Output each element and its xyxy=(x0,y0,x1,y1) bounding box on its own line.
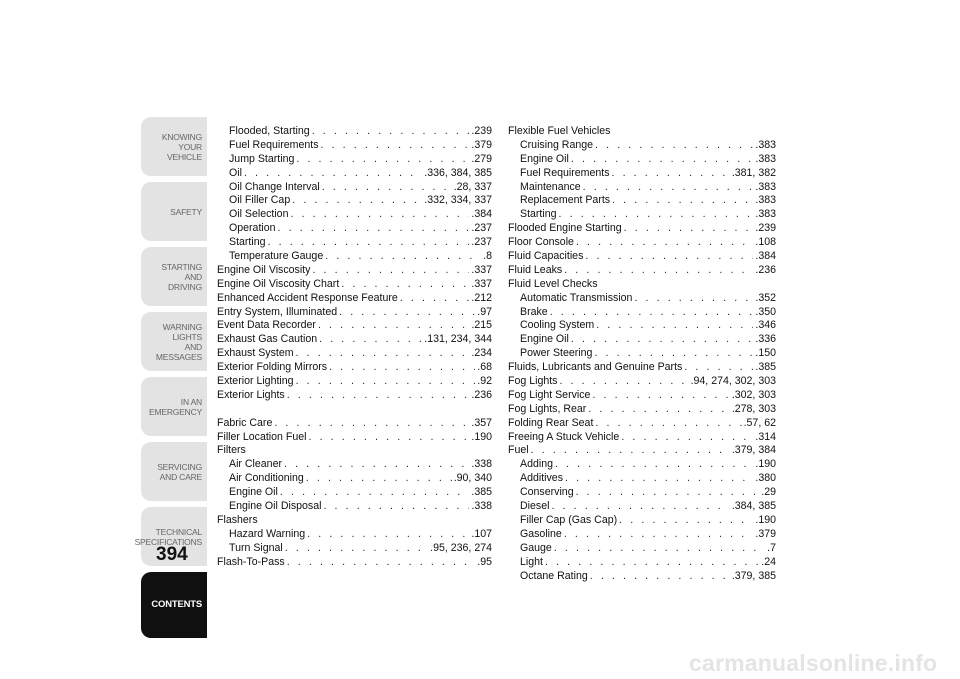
entry-term: Exhaust System xyxy=(217,347,294,360)
entry-page-ref[interactable]: .57, 62 xyxy=(743,416,776,429)
dot-leader xyxy=(312,125,470,137)
dot-leader xyxy=(571,153,753,165)
entry-page-ref[interactable]: .379, 385 xyxy=(731,569,776,582)
entry-page-ref[interactable]: .90, 340 xyxy=(453,472,492,485)
entry-page-ref[interactable]: .236 xyxy=(755,263,776,276)
index-entry[interactable] xyxy=(217,292,492,306)
entry-term: Floor Console xyxy=(508,236,574,249)
entry-page-ref[interactable]: .385 xyxy=(471,486,492,499)
entry-page-ref[interactable]: .338 xyxy=(471,458,492,471)
entry-page-ref[interactable]: .7 xyxy=(767,541,776,554)
entry-term: Temperature Gauge xyxy=(229,250,324,263)
index-entry[interactable] xyxy=(217,375,492,389)
index-subentry[interactable] xyxy=(508,542,776,556)
dot-leader xyxy=(341,278,469,290)
dot-leader xyxy=(287,389,470,401)
index-subentry[interactable] xyxy=(217,181,492,195)
entry-page-ref[interactable]: .383 xyxy=(755,208,776,221)
dot-leader xyxy=(588,403,729,415)
entry-page-ref[interactable]: .236 xyxy=(471,388,492,401)
dot-leader xyxy=(571,333,753,345)
index-subentry[interactable] xyxy=(508,139,776,153)
entry-term: Air Conditioning xyxy=(229,472,304,485)
index-entry[interactable] xyxy=(217,333,492,347)
dot-leader xyxy=(612,167,730,179)
dot-leader xyxy=(400,292,470,304)
dot-leader xyxy=(312,264,469,276)
entry-page-ref[interactable]: .278, 303 xyxy=(731,402,776,415)
entry-page-ref[interactable]: .279 xyxy=(471,152,492,165)
index-subentry[interactable] xyxy=(508,514,776,528)
entry-term: Octane Rating xyxy=(520,569,588,582)
dot-leader xyxy=(325,250,481,262)
index-subentry[interactable] xyxy=(508,472,776,486)
tab-label: KNOWING YOUR VEHICLE xyxy=(161,131,202,162)
entry-page-ref[interactable]: .383 xyxy=(755,194,776,207)
entry-page-ref[interactable]: .108 xyxy=(755,236,776,249)
index-column-right xyxy=(508,125,776,583)
dot-leader xyxy=(596,319,753,331)
dot-leader xyxy=(594,347,753,359)
entry-term: Fog Lights, Rear xyxy=(508,402,587,415)
entry-term: Oil xyxy=(229,166,242,179)
index-subentry[interactable] xyxy=(217,222,492,236)
dot-leader xyxy=(274,417,469,429)
dot-leader xyxy=(551,500,729,512)
index-entry[interactable] xyxy=(217,347,492,361)
index-entry[interactable] xyxy=(217,278,492,292)
entry-page-ref[interactable]: .8 xyxy=(483,250,492,263)
entry-term: Fuel Requirements xyxy=(229,138,319,151)
dot-leader xyxy=(296,153,469,165)
dot-leader xyxy=(321,139,470,151)
dot-leader xyxy=(619,514,753,526)
entry-term: Flexible Fuel Vehicles xyxy=(508,125,611,137)
dot-leader xyxy=(634,292,753,304)
entry-page-ref[interactable]: .68 xyxy=(477,361,492,374)
entry-term: Flashers xyxy=(217,513,258,526)
dot-leader xyxy=(280,486,469,498)
index-subentry[interactable] xyxy=(508,458,776,472)
entry-term: Diesel xyxy=(520,500,550,513)
dot-leader xyxy=(595,139,753,151)
index-entry[interactable] xyxy=(508,444,776,458)
entry-term: Light xyxy=(520,555,543,568)
index-subentry[interactable] xyxy=(508,486,776,500)
entry-page-ref[interactable]: .97 xyxy=(477,305,492,318)
index-subentry[interactable] xyxy=(508,194,776,208)
dot-leader xyxy=(621,431,753,443)
entry-term: Fog Lights xyxy=(508,375,558,388)
entry-page-ref[interactable]: .332, 334, 337 xyxy=(424,194,492,207)
dot-leader xyxy=(318,319,469,331)
entry-page-ref[interactable]: .379, 384 xyxy=(731,444,776,457)
index-entry xyxy=(508,278,776,292)
entry-term: Additives xyxy=(520,472,563,485)
index-subentry[interactable] xyxy=(508,556,776,570)
entry-page-ref[interactable]: .314 xyxy=(755,430,776,443)
entry-term: Exterior Lighting xyxy=(217,375,294,388)
index-entry xyxy=(217,444,492,458)
entry-term: Hazard Warning xyxy=(229,527,306,540)
entry-term: Flooded Engine Starting xyxy=(508,222,622,235)
entry-term: Flash-To-Pass xyxy=(217,555,285,568)
entry-page-ref[interactable]: .107 xyxy=(471,527,492,540)
index-subentry[interactable] xyxy=(217,528,492,542)
entry-term: Brake xyxy=(520,305,548,318)
index-entry[interactable] xyxy=(508,264,776,278)
entry-page-ref[interactable]: .383 xyxy=(755,180,776,193)
entry-term: Fluid Leaks xyxy=(508,263,563,276)
index-subentry[interactable] xyxy=(217,194,492,208)
index-entry[interactable] xyxy=(508,250,776,264)
entry-term: Freeing A Stuck Vehicle xyxy=(508,430,620,443)
entry-term: Oil Selection xyxy=(229,208,289,221)
index-subentry[interactable] xyxy=(508,167,776,181)
tab-label: IN AN EMERGENCY xyxy=(149,396,202,417)
dot-leader xyxy=(612,194,753,206)
index-entry[interactable] xyxy=(508,403,776,417)
index-subentry[interactable] xyxy=(217,472,492,486)
entry-term: Conserving xyxy=(520,486,574,499)
entry-page-ref[interactable]: .28, 337 xyxy=(453,180,492,193)
entry-term: Engine Oil xyxy=(229,486,278,499)
tab-label: TECHNICAL SPECIFICATIONS xyxy=(134,526,202,547)
index-entry[interactable] xyxy=(217,264,492,278)
index-subentry[interactable] xyxy=(217,500,492,514)
index-entry[interactable] xyxy=(508,236,776,250)
index-subentry[interactable] xyxy=(508,153,776,167)
entry-term: Cruising Range xyxy=(520,138,594,151)
entry-page-ref[interactable]: .385 xyxy=(755,361,776,374)
entry-page-ref[interactable]: .131, 234, 344 xyxy=(424,333,492,346)
dot-leader xyxy=(296,375,476,387)
dot-leader xyxy=(284,458,469,470)
dot-leader xyxy=(554,542,765,554)
entry-term: Fuel xyxy=(508,444,529,457)
index-subentry[interactable] xyxy=(217,250,492,264)
entry-term: Exterior Lights xyxy=(217,388,285,401)
index-entry[interactable] xyxy=(508,389,776,403)
tab-starting-and-driving[interactable] xyxy=(141,247,207,306)
tab-label: CONTENTS xyxy=(151,599,202,610)
entry-term: Starting xyxy=(520,208,557,221)
entry-page-ref[interactable]: .379 xyxy=(471,138,492,151)
entry-page-ref[interactable]: .92 xyxy=(477,375,492,388)
tab-label: STARTING AND DRIVING xyxy=(161,261,202,292)
entry-page-ref[interactable]: .337 xyxy=(471,263,492,276)
entry-page-ref[interactable]: .384 xyxy=(755,250,776,263)
dot-leader xyxy=(290,208,469,220)
entry-term: Entry System, Illuminated xyxy=(217,305,338,318)
entry-term: Starting xyxy=(229,236,266,249)
dot-leader xyxy=(564,264,753,276)
index-subentry[interactable] xyxy=(508,181,776,195)
tab-label: SERVICING AND CARE xyxy=(157,461,202,482)
entry-term: Adding xyxy=(520,458,553,471)
dot-leader xyxy=(559,375,688,387)
dot-leader xyxy=(309,431,470,443)
index-entry[interactable] xyxy=(508,431,776,445)
dot-leader xyxy=(244,167,422,179)
entry-term: Fog Light Service xyxy=(508,388,591,401)
index-subentry[interactable] xyxy=(217,153,492,167)
entry-page-ref[interactable]: .336 xyxy=(755,333,776,346)
entry-term: Fuel Requirements xyxy=(520,166,610,179)
entry-page-ref[interactable]: .95, 236, 274 xyxy=(430,541,492,554)
tab-in-an-emergency[interactable] xyxy=(141,377,207,436)
entry-term: Filler Cap (Gas Cap) xyxy=(520,513,618,526)
tab-label: SAFETY xyxy=(170,206,202,217)
entry-term: Operation xyxy=(229,222,276,235)
entry-term: Air Cleaner xyxy=(229,458,282,471)
index-entry xyxy=(508,125,776,139)
index-column-left xyxy=(217,125,492,570)
index-subentry[interactable] xyxy=(217,167,492,181)
dot-leader xyxy=(287,556,476,568)
entry-page-ref[interactable]: .338 xyxy=(471,500,492,513)
entry-page-ref[interactable]: .215 xyxy=(471,319,492,332)
entry-term: Engine Oil xyxy=(520,152,569,165)
entry-term: Engine Oil Viscosity Chart xyxy=(217,277,340,290)
entry-term: Gasoline xyxy=(520,527,562,540)
entry-term: Fluids, Lubricants and Genuine Parts xyxy=(508,361,683,374)
index-entry[interactable] xyxy=(217,389,492,403)
dot-leader xyxy=(624,222,754,234)
entry-page-ref[interactable]: .336, 384, 385 xyxy=(424,166,492,179)
dot-leader xyxy=(323,500,469,512)
entry-term: Oil Change Interval xyxy=(229,180,320,193)
tab-contents[interactable] xyxy=(141,572,207,638)
dot-leader xyxy=(292,194,422,206)
entry-page-ref[interactable]: .380 xyxy=(755,472,776,485)
dot-leader xyxy=(329,361,475,373)
entry-page-ref[interactable]: .384, 385 xyxy=(731,500,776,513)
entry-term: Cooling System xyxy=(520,319,595,332)
index-subentry[interactable] xyxy=(508,292,776,306)
entry-page-ref[interactable]: .24 xyxy=(761,555,776,568)
entry-page-ref[interactable]: .337 xyxy=(471,277,492,290)
index-entry[interactable] xyxy=(217,556,492,570)
entry-term: Engine Oil Disposal xyxy=(229,500,322,513)
index-subentry[interactable] xyxy=(217,458,492,472)
watermark: carmanualsonline.info xyxy=(689,650,938,676)
entry-page-ref[interactable]: .383 xyxy=(755,138,776,151)
dot-leader xyxy=(531,444,730,456)
index-subentry[interactable] xyxy=(508,208,776,222)
dot-leader xyxy=(278,222,470,234)
dot-leader xyxy=(684,361,753,373)
entry-page-ref[interactable]: .150 xyxy=(755,347,776,360)
index-subentry[interactable] xyxy=(217,486,492,500)
dot-leader xyxy=(307,528,469,540)
index-subentry[interactable] xyxy=(508,306,776,320)
entry-term: Engine Oil xyxy=(520,333,569,346)
entry-term: Fluid Capacities xyxy=(508,250,584,263)
entry-page-ref[interactable]: .239 xyxy=(755,222,776,235)
entry-page-ref[interactable]: .379 xyxy=(755,527,776,540)
entry-term: Filters xyxy=(217,444,246,457)
index-subentry[interactable] xyxy=(508,347,776,361)
dot-leader xyxy=(555,458,753,470)
index-subentry[interactable] xyxy=(508,500,776,514)
entry-page-ref[interactable]: .237 xyxy=(471,236,492,249)
tab-warning-lights-and-messages[interactable] xyxy=(141,312,207,371)
index-entry[interactable] xyxy=(508,361,776,375)
entry-page-ref[interactable]: .384 xyxy=(471,208,492,221)
dot-leader xyxy=(268,236,470,248)
entry-page-ref[interactable]: .29 xyxy=(761,486,776,499)
index-entry[interactable] xyxy=(217,417,492,431)
dot-leader xyxy=(576,236,753,248)
dot-leader xyxy=(296,347,470,359)
entry-page-ref[interactable]: .95 xyxy=(477,555,492,568)
index-entry[interactable] xyxy=(217,306,492,320)
index-subentry[interactable] xyxy=(217,542,492,556)
entry-term: Flooded, Starting xyxy=(229,125,310,137)
index-subentry[interactable] xyxy=(217,208,492,222)
entry-term: Event Data Recorder xyxy=(217,319,316,332)
entry-page-ref[interactable]: .346 xyxy=(755,319,776,332)
entry-term: Gauge xyxy=(520,541,552,554)
dot-leader xyxy=(595,417,741,429)
index-entry xyxy=(217,514,492,528)
dot-leader xyxy=(339,306,475,318)
index-entry[interactable] xyxy=(217,431,492,445)
index-subentry[interactable] xyxy=(217,139,492,153)
entry-page-ref[interactable]: .357 xyxy=(471,416,492,429)
index-subentry[interactable] xyxy=(508,333,776,347)
index-subentry[interactable] xyxy=(508,570,776,584)
tab-safety[interactable] xyxy=(141,182,207,241)
entry-term: Replacement Parts xyxy=(520,194,611,207)
entry-page-ref[interactable]: .190 xyxy=(471,430,492,443)
entry-term: Jump Starting xyxy=(229,152,295,165)
index-entry[interactable] xyxy=(508,417,776,431)
index-entry[interactable] xyxy=(508,375,776,389)
entry-term: Engine Oil Viscosity xyxy=(217,263,311,276)
page-number: 394 xyxy=(156,544,188,565)
entry-page-ref[interactable]: .383 xyxy=(755,152,776,165)
entry-term: Exterior Folding Mirrors xyxy=(217,361,328,374)
entry-term: Folding Rear Seat xyxy=(508,416,594,429)
index-entry[interactable] xyxy=(217,319,492,333)
dot-leader xyxy=(585,250,753,262)
entry-page-ref[interactable]: .350 xyxy=(755,305,776,318)
entry-page-ref[interactable]: .302, 303 xyxy=(731,388,776,401)
index-subentry[interactable] xyxy=(508,528,776,542)
dot-leader xyxy=(319,333,422,345)
entry-page-ref[interactable]: .234 xyxy=(471,347,492,360)
entry-page-ref[interactable]: .190 xyxy=(755,513,776,526)
entry-page-ref[interactable]: .212 xyxy=(471,291,492,304)
dot-leader xyxy=(565,472,753,484)
index-spacer xyxy=(217,403,492,417)
dot-leader xyxy=(322,181,452,193)
entry-page-ref[interactable]: .239 xyxy=(471,125,492,137)
dot-leader xyxy=(583,181,754,193)
entry-term: Fluid Level Checks xyxy=(508,277,598,290)
entry-term: Oil Filler Cap xyxy=(229,194,291,207)
entry-term: Fabric Care xyxy=(217,416,273,429)
dot-leader xyxy=(592,389,729,401)
tab-knowing-your-vehicle[interactable] xyxy=(141,117,207,176)
index-subentry[interactable] xyxy=(217,125,492,139)
entry-term: Filler Location Fuel xyxy=(217,430,307,443)
dot-leader xyxy=(559,208,754,220)
index-subentry[interactable] xyxy=(508,319,776,333)
dot-leader xyxy=(545,556,759,568)
entry-page-ref[interactable]: .94, 274, 302, 303 xyxy=(690,375,776,388)
entry-term: Power Steering xyxy=(520,347,593,360)
index-entry[interactable] xyxy=(217,361,492,375)
dot-leader xyxy=(590,570,730,582)
dot-leader xyxy=(550,306,754,318)
entry-page-ref[interactable]: .237 xyxy=(471,222,492,235)
entry-term: Exhaust Gas Caution xyxy=(217,333,318,346)
entry-page-ref[interactable]: .352 xyxy=(755,291,776,304)
dot-leader xyxy=(306,472,452,484)
tab-servicing-and-care[interactable] xyxy=(141,442,207,501)
entry-term: Turn Signal xyxy=(229,541,283,554)
index-entry[interactable] xyxy=(508,222,776,236)
entry-page-ref[interactable]: .190 xyxy=(755,458,776,471)
entry-page-ref[interactable]: .381, 382 xyxy=(731,166,776,179)
entry-term: Maintenance xyxy=(520,180,581,193)
entry-term: Automatic Transmission xyxy=(520,291,633,304)
entry-term: Enhanced Accident Response Feature xyxy=(217,291,398,304)
dot-leader xyxy=(576,486,760,498)
dot-leader xyxy=(564,528,754,540)
index-subentry[interactable] xyxy=(217,236,492,250)
dot-leader xyxy=(285,542,428,554)
tab-label: WARNING LIGHTS AND MESSAGES xyxy=(155,321,202,362)
